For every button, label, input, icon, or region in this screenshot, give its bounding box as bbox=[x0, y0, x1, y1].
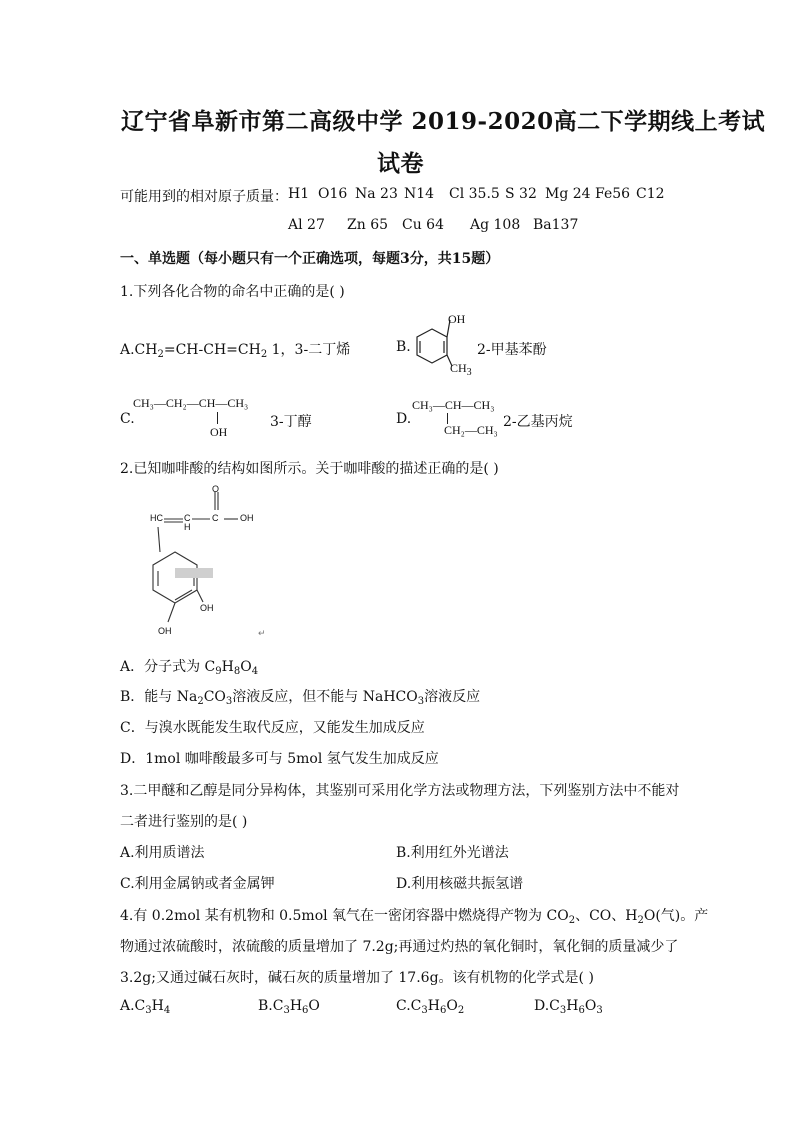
q1-c-oh: OH bbox=[210, 425, 228, 439]
q1-c-bond bbox=[217, 412, 218, 424]
q3-stem-line2: 二者进行鉴别的是( ) bbox=[120, 814, 248, 830]
q2-return-mark: ↵ bbox=[258, 628, 266, 638]
q2-option-c: C．与溴水既能发生取代反应，又能发生加成反应 bbox=[120, 720, 425, 736]
section-heading: 一、单选题（每小题只有一个正确选项，每题3分，共15题） bbox=[120, 251, 500, 267]
q4-option-d: $D.C_3H_6O_3$ bbox=[534, 998, 603, 1016]
q3-stem-line1: 3.二甲醚和乙醇是同分异构体，其鉴别可采用化学方法或物理方法，下列鉴别方法中不能对 bbox=[120, 783, 680, 799]
q1-stem: 1.下列各化合物的命名中正确的是( ) bbox=[120, 284, 345, 300]
atomic-mass-fe: Fe56 bbox=[595, 186, 631, 202]
atomic-mass-na: Na 23 bbox=[355, 186, 398, 202]
q1-b-label: B. bbox=[396, 339, 411, 355]
atomic-mass-h: H1 bbox=[288, 186, 310, 202]
q2-option-d: D．1mol 咖啡酸最多可与 5mol 氢气发生加成反应 bbox=[120, 751, 439, 767]
atomic-mass-c: C12 bbox=[636, 186, 665, 202]
q1-a-prefix: A.CH bbox=[120, 342, 158, 358]
q2-option-a: A．分子式为 $C_9H_8O_4$ bbox=[120, 659, 259, 677]
atomic-mass-o: O16 bbox=[318, 186, 348, 202]
q3-option-c: C.利用金属钠或者金属钾 bbox=[120, 876, 275, 892]
q1-b-oh: OH bbox=[448, 312, 466, 326]
q2-struct-c1: C bbox=[184, 513, 191, 523]
benzene-ring bbox=[417, 329, 447, 363]
q1-d-label: D. bbox=[396, 411, 412, 427]
q1-option-a: $A.CH_2=CH-CH=CH_2$ 1，3-二丁烯 bbox=[120, 342, 351, 360]
q2-struct-oh3: OH bbox=[158, 626, 172, 636]
q3-option-b: B.利用红外光谱法 bbox=[396, 845, 509, 861]
q3-option-d: D.利用核磁共振氢谱 bbox=[396, 876, 524, 892]
page-title: 辽宁省阜新市第二高级中学 2019-2020高二下学期线上考试 bbox=[121, 108, 766, 135]
q2-struct-hc: HC bbox=[150, 513, 163, 523]
q1-b-name: 2-甲基苯酚 bbox=[477, 342, 547, 358]
blurred-patch bbox=[175, 568, 213, 578]
atomic-mass-cu: Cu 64 bbox=[402, 217, 444, 233]
page-title-line2: 试卷 bbox=[377, 150, 424, 177]
q2-struct-h: H bbox=[184, 522, 191, 532]
q2-struct-oh2: OH bbox=[200, 603, 214, 613]
q1-d-branch: CH₂—CH₃ bbox=[444, 423, 498, 437]
q4-option-b: $B.C_3H_6O$ bbox=[258, 998, 320, 1016]
atomic-mass-s: S 32 bbox=[505, 186, 537, 202]
atomic-masses-label: 可能用到的相对原子质量： bbox=[120, 189, 288, 205]
q4-stem-line2: 物通过浓硫酸时，浓硫酸的质量增加了 7.2g;再通过灼热的氧化铜时，氧化铜的质量减少了 bbox=[120, 939, 679, 955]
atomic-mass-ag: Ag 108 bbox=[470, 217, 521, 233]
q1-a-formula: =CH-CH=CH bbox=[163, 342, 261, 358]
atomic-mass-n: N14 bbox=[404, 186, 435, 202]
q1-c-name: 3-丁醇 bbox=[270, 414, 312, 430]
q2-caffeic-acid-structure bbox=[140, 482, 270, 642]
atomic-mass-zn: Zn 65 bbox=[347, 217, 389, 233]
q1-d-chain: CH₃—CH—CH₃ bbox=[412, 398, 495, 412]
q1-b-ch3: $CH_3$ bbox=[450, 361, 472, 378]
q4-stem-line3: 3.2g;又通过碱石灰时，碱石灰的质量增加了 17.6g。该有机物的化学式是( ) bbox=[120, 970, 594, 986]
atomic-mass-cl: Cl 35.5 bbox=[449, 186, 500, 202]
atomic-mass-mg: Mg 24 bbox=[545, 186, 591, 202]
q2-struct-oh: OH bbox=[240, 513, 254, 523]
atomic-mass-ba: Ba137 bbox=[533, 217, 579, 233]
q1-c-chain: CH₃—CH₂—CH—CH₃ bbox=[133, 396, 249, 410]
q3-option-a: A.利用质谱法 bbox=[120, 845, 205, 861]
q4-option-a: $A.C_3H_4$ bbox=[120, 998, 171, 1016]
q4-stem-line1: 4.有 0.2mol 某有机物和 0.5mol 氧气在一密闭容器中燃烧得产物为 $CO_2$、CO、$H_2O$(气)。产 bbox=[120, 908, 709, 926]
q2-stem: 2.已知咖啡酸的结构如图所示。关于咖啡酸的描述正确的是( ) bbox=[120, 461, 499, 477]
q2-struct-o: O bbox=[212, 484, 220, 494]
atomic-mass-al: Al 27 bbox=[288, 217, 325, 233]
q1-a-name: 1，3-二丁烯 bbox=[267, 342, 351, 358]
q1-c-label: C. bbox=[120, 411, 135, 427]
q2-option-b: B．能与 $Na_2CO_3$溶液反应，但不能与 NaHCO$_3$溶液反应 bbox=[120, 689, 481, 707]
q2-struct-c2: C bbox=[212, 513, 219, 523]
q4-option-c: $C.C_3H_6O_2$ bbox=[396, 998, 465, 1016]
q1-d-name: 2-乙基丙烷 bbox=[503, 414, 573, 430]
